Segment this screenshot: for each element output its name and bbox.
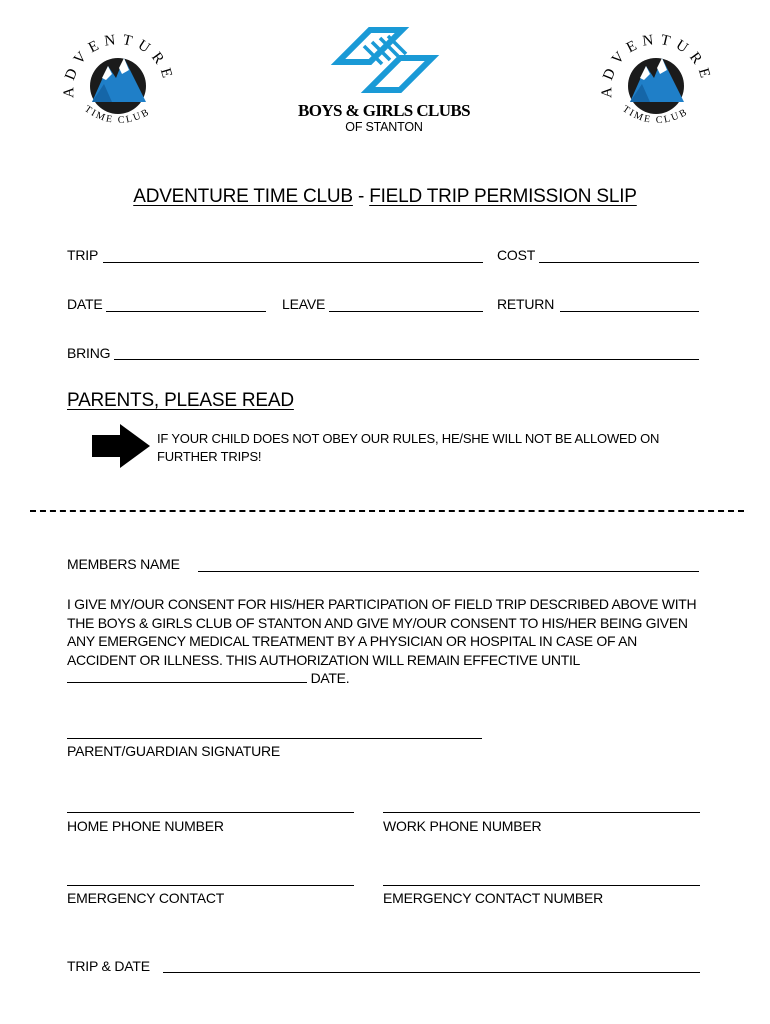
bgc-sub: OF STANTON <box>345 120 423 134</box>
return-field[interactable] <box>560 311 699 312</box>
emergency-contact-number-label: EMERGENCY CONTACT NUMBER <box>383 890 603 906</box>
adventure-time-club-logo-left <box>56 18 180 136</box>
right-logo-arc-text: ADVENTURE <box>599 31 715 99</box>
work-phone-field[interactable] <box>383 812 700 813</box>
leave-label: LEAVE <box>282 296 326 312</box>
cut-line-divider <box>30 510 744 512</box>
effective-until-field[interactable] <box>67 670 307 683</box>
page-title <box>0 186 770 208</box>
consent-end: DATE. <box>310 670 350 686</box>
parent-signature-label: PARENT/GUARDIAN SIGNATURE <box>67 743 281 759</box>
warning-text: IF YOUR CHILD DOES NOT OBEY OUR RULES, HE/SHE WILL NOT BE ALLOWED ON FURTHER TRIPS! <box>157 431 660 464</box>
trip-field[interactable] <box>103 262 483 263</box>
emergency-contact-number-field[interactable] <box>383 885 700 886</box>
boys-girls-clubs-logo <box>330 24 440 96</box>
trip-date-field[interactable] <box>163 972 700 973</box>
emergency-contact-label: EMERGENCY CONTACT <box>67 890 225 906</box>
trip-date-label: TRIP & DATE <box>67 958 150 974</box>
title-part2: FIELD TRIP PERMISSION SLIP <box>369 186 637 207</box>
bring-field[interactable] <box>114 359 699 360</box>
title-separator: - <box>352 186 370 207</box>
date-field[interactable] <box>106 311 266 312</box>
consent-text: I GIVE MY/OUR CONSENT FOR HIS/HER PARTICIPATION OF FIELD TRIP DESCRIBED ABOVE WITH THE BOYS & GIRLS CLUB OF STANTON AND GIVE MY/OUR CONSENT TO HIS/HER BEING GIVEN ANY EMERGENCY MEDICAL TREATMENT BY A PHYSICIAN OR HOSPITAL IN CASE OF AN ACCIDENT OR ILLNESS. THIS AUTHORIZATION WILL REMAIN EFFECTIVE UNTIL <box>67 596 697 668</box>
cost-field[interactable] <box>539 262 699 263</box>
left-logo-sub-text: TIME CLUB <box>82 103 153 127</box>
work-phone-label: WORK PHONE NUMBER <box>383 818 542 834</box>
members-name-field[interactable] <box>198 571 699 572</box>
title-part1: ADVENTURE TIME CLUB <box>133 186 353 207</box>
arrow-right-icon <box>92 424 150 468</box>
emergency-contact-field[interactable] <box>67 885 354 886</box>
left-logo-arc-text: ADVENTURE <box>61 31 177 99</box>
notice-heading: PARENTS, PLEASE READ <box>67 390 294 411</box>
date-label: DATE <box>67 296 103 312</box>
bring-label: BRING <box>67 345 111 361</box>
leave-field[interactable] <box>329 311 483 312</box>
bgc-name: BOYS & GIRLS CLUBS <box>298 101 470 120</box>
home-phone-label: HOME PHONE NUMBER <box>67 818 224 834</box>
trip-label: TRIP <box>67 247 99 263</box>
cost-label: COST <box>497 247 536 263</box>
members-name-label: MEMBERS NAME <box>67 556 180 572</box>
parent-signature-field[interactable] <box>67 738 482 739</box>
home-phone-field[interactable] <box>67 812 354 813</box>
return-label: RETURN <box>497 296 555 312</box>
adventure-time-club-logo-right <box>594 18 718 136</box>
right-logo-sub-text: TIME CLUB <box>620 103 691 127</box>
consent-paragraph <box>67 595 707 688</box>
